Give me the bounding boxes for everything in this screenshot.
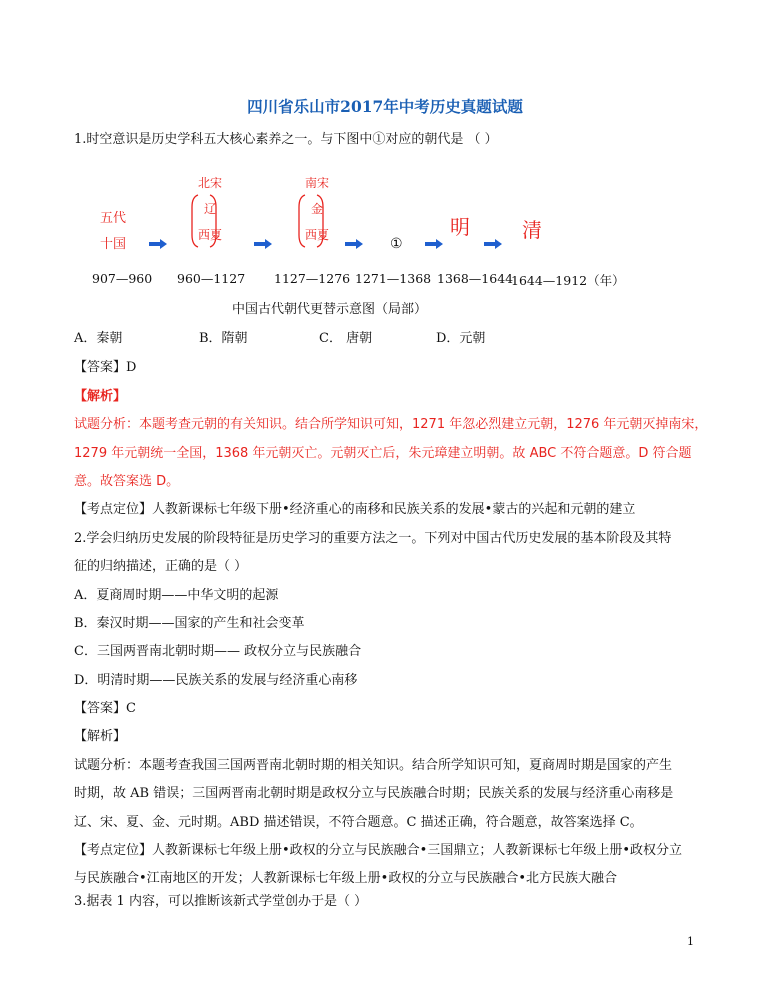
q2-analysis-label: 【解析】	[74, 729, 127, 744]
question-3-text: 3.据表 1 内容，可以推断该新式学堂创办于是（ ）	[74, 894, 368, 909]
q1-analysis-line: 1279 年元朝统一全国，1368 年元朝灭亡。元朝灭亡后，朱元璋建立明朝。故 ABC 不符合题意。D 符合题	[74, 446, 692, 461]
question-2-text: 2.学会归纳历史发展的阶段特征是历史学习的重要方法之一。下列对中国古代历史发展的基本阶段及其特	[74, 531, 672, 546]
diagram-label: 南宋	[304, 176, 329, 190]
arrow-icon	[254, 239, 272, 249]
q2-analysis-line: 试题分析：本题考查我国三国两晋南北朝时期的相关知识。结合所学知识可知，夏商周时期是国家的产生	[74, 758, 673, 773]
diagram-label: 西夏	[197, 228, 222, 242]
diagram-label: 五代	[100, 211, 127, 226]
diagram-caption: 中国古代朝代更替示意图（局部）	[232, 302, 428, 317]
arrow-icon	[345, 239, 363, 249]
question-2-text: 征的归纳描述，正确的是（ ）	[74, 559, 248, 574]
question-1-text: 1.时空意识是历史学科五大核心素养之一。与下图中①对应的朝代是 （ ）	[74, 132, 498, 147]
diagram-year: 1271—1368	[355, 271, 432, 286]
q2-analysis-line: 时期，故 AB 错误；三国两晋南北朝时期是政权分立与民族融合时期；民族关系的发展与经济重心南移是	[74, 786, 674, 801]
diagram-blank-marker: ①	[390, 236, 403, 252]
diagram-label: 西夏	[304, 228, 329, 242]
diagram-dynasty-nansong	[299, 170, 335, 248]
q2-kaodian: 与民族融合•江南地区的开发；人教新课标七年级上册•政权的分立与民族融合•北方民族大融合	[74, 871, 618, 886]
diagram-year: 1368—1644	[437, 271, 514, 286]
q2-analysis-line: 辽、宋、夏、金、元时期。ABD 描述错误，不符合题意。C 描述正确，符合题意，故答案选择 C。	[74, 815, 643, 830]
diagram-year: 960—1127	[177, 271, 246, 286]
q2-option-a: A．夏商周时期——中华文明的起源	[74, 588, 279, 603]
q2-option-d: D．明清时期——民族关系的发展与经济重心南移	[74, 673, 358, 688]
diagram-year: 907—960	[92, 271, 153, 286]
page-number: 1	[687, 935, 694, 948]
diagram-label: 金	[310, 202, 323, 216]
arrow-icon	[484, 239, 502, 249]
q1-analysis-line: 意。故答案选 D。	[74, 474, 180, 489]
diagram-dynasty-wudai	[100, 206, 126, 258]
arrow-icon	[425, 239, 443, 249]
q1-analysis-line: 试题分析：本题考查元朝的有关知识。结合所学知识可知，1271 年忽必烈建立元朝，1276 年元朝灭掉南宋，	[74, 417, 708, 432]
q1-analysis-label: 【解析】	[74, 389, 127, 404]
diagram-label: 十国	[100, 237, 127, 252]
diagram-label: 北宋	[197, 176, 222, 190]
diagram-dynasty-beisong	[192, 170, 228, 248]
diagram-year: 1127—1276	[274, 271, 351, 286]
q1-option-b: B．隋朝	[199, 331, 248, 346]
diagram-dynasty-ming: 明	[450, 215, 470, 239]
q1-option-c: C． 唐朝	[319, 331, 373, 346]
q1-option-d: D．元朝	[436, 331, 486, 346]
q1-option-a: A．秦朝	[74, 331, 123, 346]
q1-kaodian: 【考点定位】人教新课标七年级下册•经济重心的南移和民族关系的发展•蒙古的兴起和元朝的建立	[74, 502, 636, 517]
page-title: 四川省乐山市2017年中考历史真题试题	[247, 97, 523, 116]
diagram-label: 辽	[203, 202, 216, 216]
q2-option-c: C．三国两晋南北朝时期—— 政权分立与民族融合	[74, 644, 362, 659]
q2-answer: 【答案】C	[74, 701, 136, 716]
arrow-icon	[149, 239, 167, 249]
diagram-year: 1644—1912（年）	[511, 273, 625, 288]
diagram-dynasty-qing: 清	[522, 218, 542, 242]
q2-kaodian: 【考点定位】人教新课标七年级上册•政权的分立与民族融合•三国鼎立；人教新课标七年级上册•政权分立	[74, 843, 683, 858]
q1-answer: 【答案】D	[74, 360, 137, 375]
q2-option-b: B．秦汉时期——国家的产生和社会变革	[74, 616, 305, 631]
